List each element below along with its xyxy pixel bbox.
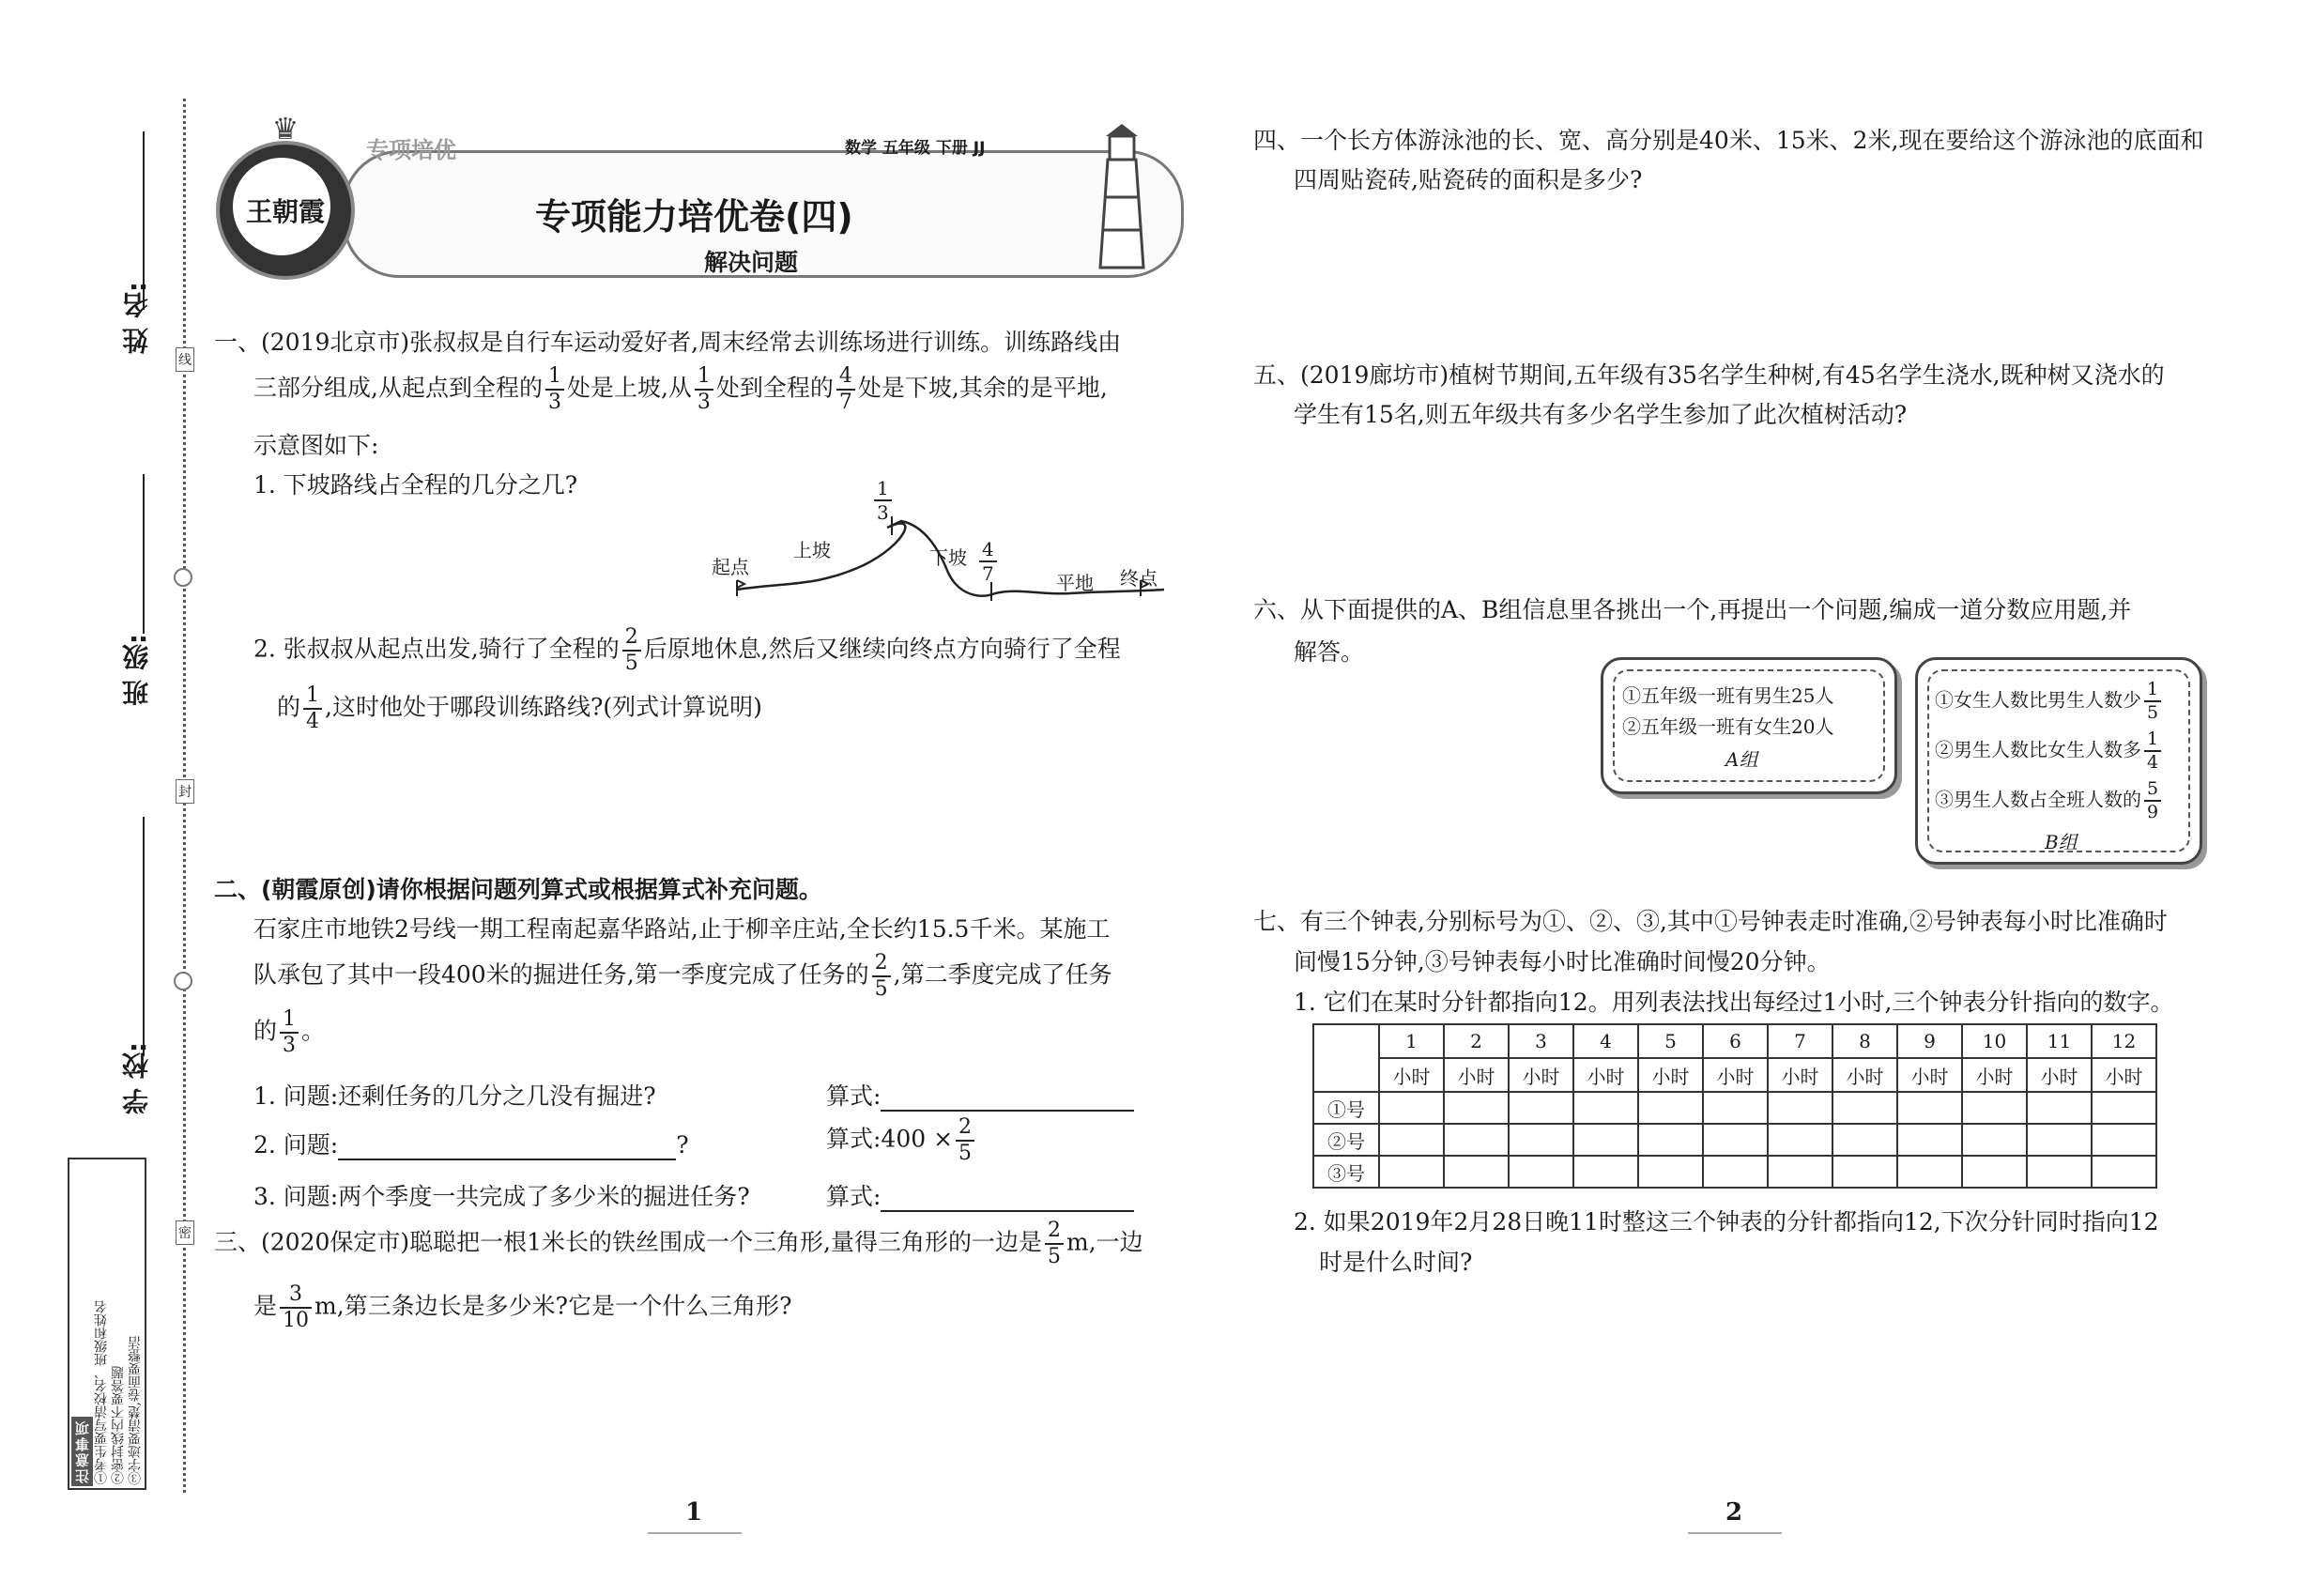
q2-e1: [826, 1078, 1134, 1112]
row-label: ③号: [1313, 1156, 1379, 1188]
header-subtitle: 解决问题: [704, 249, 799, 276]
q1-sub2c: 的: [277, 693, 301, 721]
hour-cell: 10: [1962, 1024, 2027, 1058]
notice-item-3: ③字迹要清楚,卷面要整洁: [128, 1335, 143, 1484]
group-a-item-2: ②五年级一班有女生20人: [1622, 715, 1834, 738]
q1-intro: 一、(2019北京市)张叔叔是自行车运动爱好者,周末经常去训练场进行训练。训练路线由: [214, 329, 1122, 356]
crown-icon: ♛: [271, 111, 299, 146]
route-uphill-label: 上坡: [793, 539, 831, 561]
route-flat-label: 平地: [1056, 572, 1094, 594]
answer-cell[interactable]: [1703, 1092, 1768, 1124]
unit-cell: 小时: [2027, 1058, 2092, 1092]
unit-cell: 小时: [1768, 1058, 1832, 1092]
unit-cell: 小时: [1379, 1058, 1444, 1092]
answer-cell[interactable]: [1444, 1156, 1509, 1188]
answer-cell[interactable]: [1444, 1124, 1509, 1156]
q3-frac-1: $\frac{2}{5}$: [1045, 1220, 1064, 1267]
answer-cell[interactable]: [2027, 1124, 2092, 1156]
notice-item-1: ①考生要写清校名、班级和姓名: [94, 1300, 109, 1484]
page-ornament-right: [1688, 1532, 1782, 1534]
header-title: 专项能力培优卷(四): [535, 196, 853, 238]
q1-sub2a: 2. 张叔叔从起点出发,骑行了全程的: [253, 635, 620, 663]
q1-frac-3: $\frac{4}{7}$: [836, 366, 855, 413]
hour-cell: 7: [1768, 1024, 1832, 1058]
q2-e1-label: 算式:: [826, 1082, 882, 1110]
hour-cell: 11: [2027, 1024, 2092, 1058]
q5-line2: 学生有15名,则五年级共有多少名学生参加了此次植树活动?: [1294, 401, 1908, 428]
lighthouse-icon: [1080, 122, 1164, 272]
q1-line3: 示意图如下:: [253, 432, 379, 459]
clock-table-unit-row: [1313, 1058, 2156, 1092]
hour-cell: 3: [1509, 1024, 1573, 1058]
row-label: ①号: [1313, 1092, 1379, 1124]
page-number-right: 2: [1725, 1498, 1743, 1527]
header-meta: 数学 五年级 下册 JJ: [845, 139, 986, 158]
q2-p2-label: 2. 问题:: [253, 1131, 339, 1159]
q2-p1: 1. 问题:还剩任务的几分之几没有掘进?: [253, 1082, 656, 1110]
q2-e2-frac: $\frac{2}{5}$: [956, 1117, 974, 1164]
q6-line1: 六、从下面提供的A、B组信息里各挑出一个,再提出一个问题,编成一道分数应用题,并: [1253, 596, 2132, 623]
clock-table-corner: [1313, 1024, 1379, 1092]
q1-l2a: 三部分组成,从起点到全程的: [253, 374, 543, 402]
clock-table-header-row: [1313, 1024, 2156, 1058]
route-start-label: 起点: [712, 556, 749, 578]
q2-line2: [253, 953, 1112, 1000]
name-label: 姓 名:: [121, 282, 152, 354]
table-row: [1313, 1092, 2156, 1124]
route-down-frac: $\frac{4}{7}$: [979, 540, 997, 583]
row-label: ②号: [1313, 1124, 1379, 1156]
unit-cell: 小时: [1962, 1058, 2027, 1092]
group-a-box: [1601, 657, 1897, 794]
hour-cell: 1: [1379, 1024, 1444, 1058]
class-underline: [143, 474, 145, 634]
hour-cell: 4: [1573, 1024, 1638, 1058]
unit-cell: 小时: [1832, 1058, 1897, 1092]
q7-sub1: 1. 它们在某时分针都指向12。用列表法找出每经过1小时,三个钟表分针指向的数字。: [1294, 989, 2174, 1016]
q2-e3-label: 算式:: [826, 1183, 882, 1210]
hour-cell: 12: [2092, 1024, 2156, 1058]
table-row: [1313, 1156, 2156, 1188]
answer-cell[interactable]: [2092, 1124, 2156, 1156]
header-tag: 专项培优: [366, 137, 456, 163]
q3-l1a: 三、(2020保定市)聪聪把一根1米长的铁丝围成一个三角形,量得三角形的一边是: [214, 1228, 1042, 1256]
answer-cell[interactable]: [1768, 1092, 1832, 1124]
class-label: 班 级:: [121, 634, 152, 706]
group-b-item-2-frac: $\frac{1}{4}$: [2144, 730, 2161, 772]
hour-cell: 9: [1897, 1024, 1962, 1058]
answer-cell[interactable]: [1509, 1124, 1573, 1156]
q5-line1: 五、(2019廊坊市)植树节期间,五年级有35名学生种树,有45名学生浇水,既种树又浇水的: [1253, 361, 2165, 389]
q1-line2: [253, 366, 1108, 413]
q1-sub2-line1: [253, 627, 1121, 674]
q2-frac-2: $\frac{1}{3}$: [280, 1009, 299, 1056]
answer-cell[interactable]: [1832, 1156, 1897, 1188]
q2-p3: 3. 问题:两个季度一共完成了多少米的掘进任务?: [253, 1183, 750, 1210]
q1-sub2-line2: [277, 685, 762, 732]
q2-e2: [826, 1117, 977, 1164]
q4-line1: 四、一个长方体游泳池的长、宽、高分别是40米、15米、2米,现在要给这个游泳池的底面和: [1253, 127, 2204, 154]
hour-cell: 2: [1444, 1024, 1509, 1058]
q2-e2-label: 算式:400 ×: [826, 1125, 954, 1153]
seal-circle-1: [174, 568, 192, 587]
seal-char-feng: 封: [176, 779, 194, 804]
answer-cell[interactable]: [2092, 1092, 2156, 1124]
answer-cell[interactable]: [1573, 1156, 1638, 1188]
answer-cell[interactable]: [1379, 1156, 1444, 1188]
answer-cell[interactable]: [1832, 1124, 1897, 1156]
q1-sub2b: 后原地休息,然后又继续向终点方向骑行了全程: [643, 635, 1121, 663]
answer-cell[interactable]: [1638, 1156, 1703, 1188]
q1-l2d: 处是下坡,其余的是平地,: [857, 374, 1108, 402]
answer-cell[interactable]: [1509, 1156, 1573, 1188]
notice-title: 注意事项: [71, 1417, 93, 1486]
q7-line2: 间慢15分钟,③号钟表每小时比准确时间慢20分钟。: [1294, 948, 1831, 975]
group-b-item-2: [1935, 730, 2164, 772]
group-a-item-1: ①五年级一班有男生25人: [1622, 684, 1834, 707]
q2-l3a: 的: [253, 1017, 278, 1045]
group-b-item-1-frac: $\frac{1}{5}$: [2144, 681, 2161, 722]
unit-cell: 小时: [1509, 1058, 1573, 1092]
q2-l3b: 。: [301, 1017, 326, 1045]
group-b-item-3-frac: $\frac{5}{9}$: [2144, 780, 2161, 821]
q7-sub2-line2: 时是什么时间?: [1319, 1249, 1473, 1276]
hour-cell: 6: [1703, 1024, 1768, 1058]
group-b-item-3-text: ③男生人数占全班人数的: [1935, 788, 2141, 811]
q1-sub1: 1. 下坡路线占全程的几分之几?: [253, 471, 578, 499]
unit-cell: 小时: [1897, 1058, 1962, 1092]
q1-frac-1: $\frac{1}{3}$: [545, 366, 564, 413]
q2-title: 二、(朝霞原创)请你根据问题列算式或根据算式补充问题。: [214, 876, 822, 903]
answer-cell[interactable]: [1962, 1156, 2027, 1188]
seal-char-xian: 线: [176, 347, 194, 372]
q2-l2a: 队承包了其中一段400米的掘进任务,第一季度完成了任务的: [253, 960, 869, 989]
q2-e3-answer-blank[interactable]: [881, 1184, 1134, 1212]
q2-p2-end: ?: [676, 1131, 689, 1159]
q3-l2a: 是: [253, 1292, 278, 1320]
unit-cell: 小时: [1638, 1058, 1703, 1092]
group-b-box: [1915, 657, 2202, 865]
school-underline: [143, 817, 145, 1056]
logo-text: 王朝霞: [245, 196, 325, 227]
answer-cell[interactable]: [1897, 1124, 1962, 1156]
group-b-item-2-text: ②男生人数比女生人数多: [1935, 738, 2141, 761]
q3-l2b: m,第三条边长是多少米?它是一个什么三角形?: [314, 1292, 792, 1320]
answer-cell[interactable]: [1379, 1124, 1444, 1156]
hour-cell: 8: [1832, 1024, 1897, 1058]
route-downhill-label: 下坡: [929, 546, 967, 569]
answer-cell[interactable]: [1832, 1092, 1897, 1124]
q3-l1b: m,一边: [1066, 1228, 1143, 1256]
answer-cell[interactable]: [1703, 1156, 1768, 1188]
answer-cell[interactable]: [1703, 1124, 1768, 1156]
unit-cell: 小时: [1444, 1058, 1509, 1092]
seal-char-mi: 密: [176, 1220, 194, 1245]
answer-cell[interactable]: [2027, 1092, 2092, 1124]
answer-cell[interactable]: [1638, 1124, 1703, 1156]
hour-cell: 5: [1638, 1024, 1703, 1058]
answer-cell[interactable]: [1768, 1156, 1832, 1188]
q2-e1-answer-blank[interactable]: [881, 1083, 1134, 1112]
answer-cell[interactable]: [2092, 1156, 2156, 1188]
group-b-item-1-text: ①女生人数比男生人数少: [1935, 688, 2141, 712]
unit-cell: 小时: [2092, 1058, 2156, 1092]
q2-p2: [253, 1127, 689, 1160]
answer-cell[interactable]: [1897, 1156, 1962, 1188]
answer-cell[interactable]: [1897, 1092, 1962, 1124]
school-label: 学 校:: [121, 1042, 152, 1114]
group-a-label: A组: [1725, 748, 1758, 771]
q2-line1: 石家庄市地铁2号线一期工程南起嘉华路站,止于柳辛庄站,全长约15.5千米。某施工: [253, 915, 1111, 943]
q3-line1: [214, 1220, 1143, 1267]
answer-cell[interactable]: [1444, 1092, 1509, 1124]
seal-circle-2: [174, 972, 192, 990]
clock-table: [1312, 1023, 2157, 1189]
q7-sub2-line1: 2. 如果2019年2月28日晚11时整这三个钟表的分针都指向12,下次分针同时指向12: [1294, 1208, 2159, 1235]
route-top-frac: $\frac{1}{3}$: [874, 479, 892, 522]
group-b-item-3: [1935, 780, 2164, 821]
answer-cell[interactable]: [1768, 1124, 1832, 1156]
q2-e3: [826, 1178, 1134, 1212]
route-end-label: 终点: [1120, 567, 1158, 590]
q4-line2: 四周贴瓷砖,贴瓷砖的面积是多少?: [1294, 166, 1643, 193]
answer-cell[interactable]: [2027, 1156, 2092, 1188]
logo-badge: [216, 111, 355, 280]
unit-cell: 小时: [1703, 1058, 1768, 1092]
unit-cell: 小时: [1573, 1058, 1638, 1092]
q3-line2: [253, 1284, 791, 1331]
q1-l2c: 处到全程的: [715, 374, 834, 402]
answer-cell[interactable]: [1573, 1124, 1638, 1156]
q2-l2b: ,第二季度完成了任务: [893, 960, 1112, 989]
notice-item-2: ②密封线内不要答题: [111, 1366, 126, 1484]
q2-frac-1: $\frac{2}{5}$: [872, 953, 891, 1000]
answer-cell[interactable]: [1962, 1124, 2027, 1156]
group-b-item-1: [1935, 681, 2164, 722]
q6-line2: 解答。: [1294, 638, 1365, 666]
q1-sub2d: ,这时他处于哪段训练路线?(列式计算说明): [325, 693, 762, 721]
q2-p2-answer-blank[interactable]: [338, 1132, 676, 1160]
group-b-label: B组: [2045, 831, 2078, 853]
answer-cell[interactable]: [1638, 1092, 1703, 1124]
page-number-left: 1: [685, 1498, 703, 1527]
answer-cell[interactable]: [1962, 1092, 2027, 1124]
q1-l2b: 处是上坡,从: [566, 374, 692, 402]
answer-cell[interactable]: [1573, 1092, 1638, 1124]
page-ornament-left: [648, 1532, 742, 1534]
table-row: [1313, 1124, 2156, 1156]
q1-frac-2: $\frac{1}{3}$: [695, 366, 713, 413]
q1-sub2-frac: $\frac{2}{5}$: [622, 627, 641, 674]
answer-cell[interactable]: [1509, 1092, 1573, 1124]
answer-cell[interactable]: [1379, 1092, 1444, 1124]
q2-line3: [253, 1009, 325, 1056]
q1-sub2-frac2: $\frac{1}{4}$: [303, 685, 322, 732]
q7-line1: 七、有三个钟表,分别标号为①、②、③,其中①号钟表走时准确,②号钟表每小时比准确时: [1253, 908, 2168, 935]
notice-box: [68, 1158, 146, 1490]
q3-frac-2: $\frac{3}{10}$: [280, 1284, 312, 1331]
